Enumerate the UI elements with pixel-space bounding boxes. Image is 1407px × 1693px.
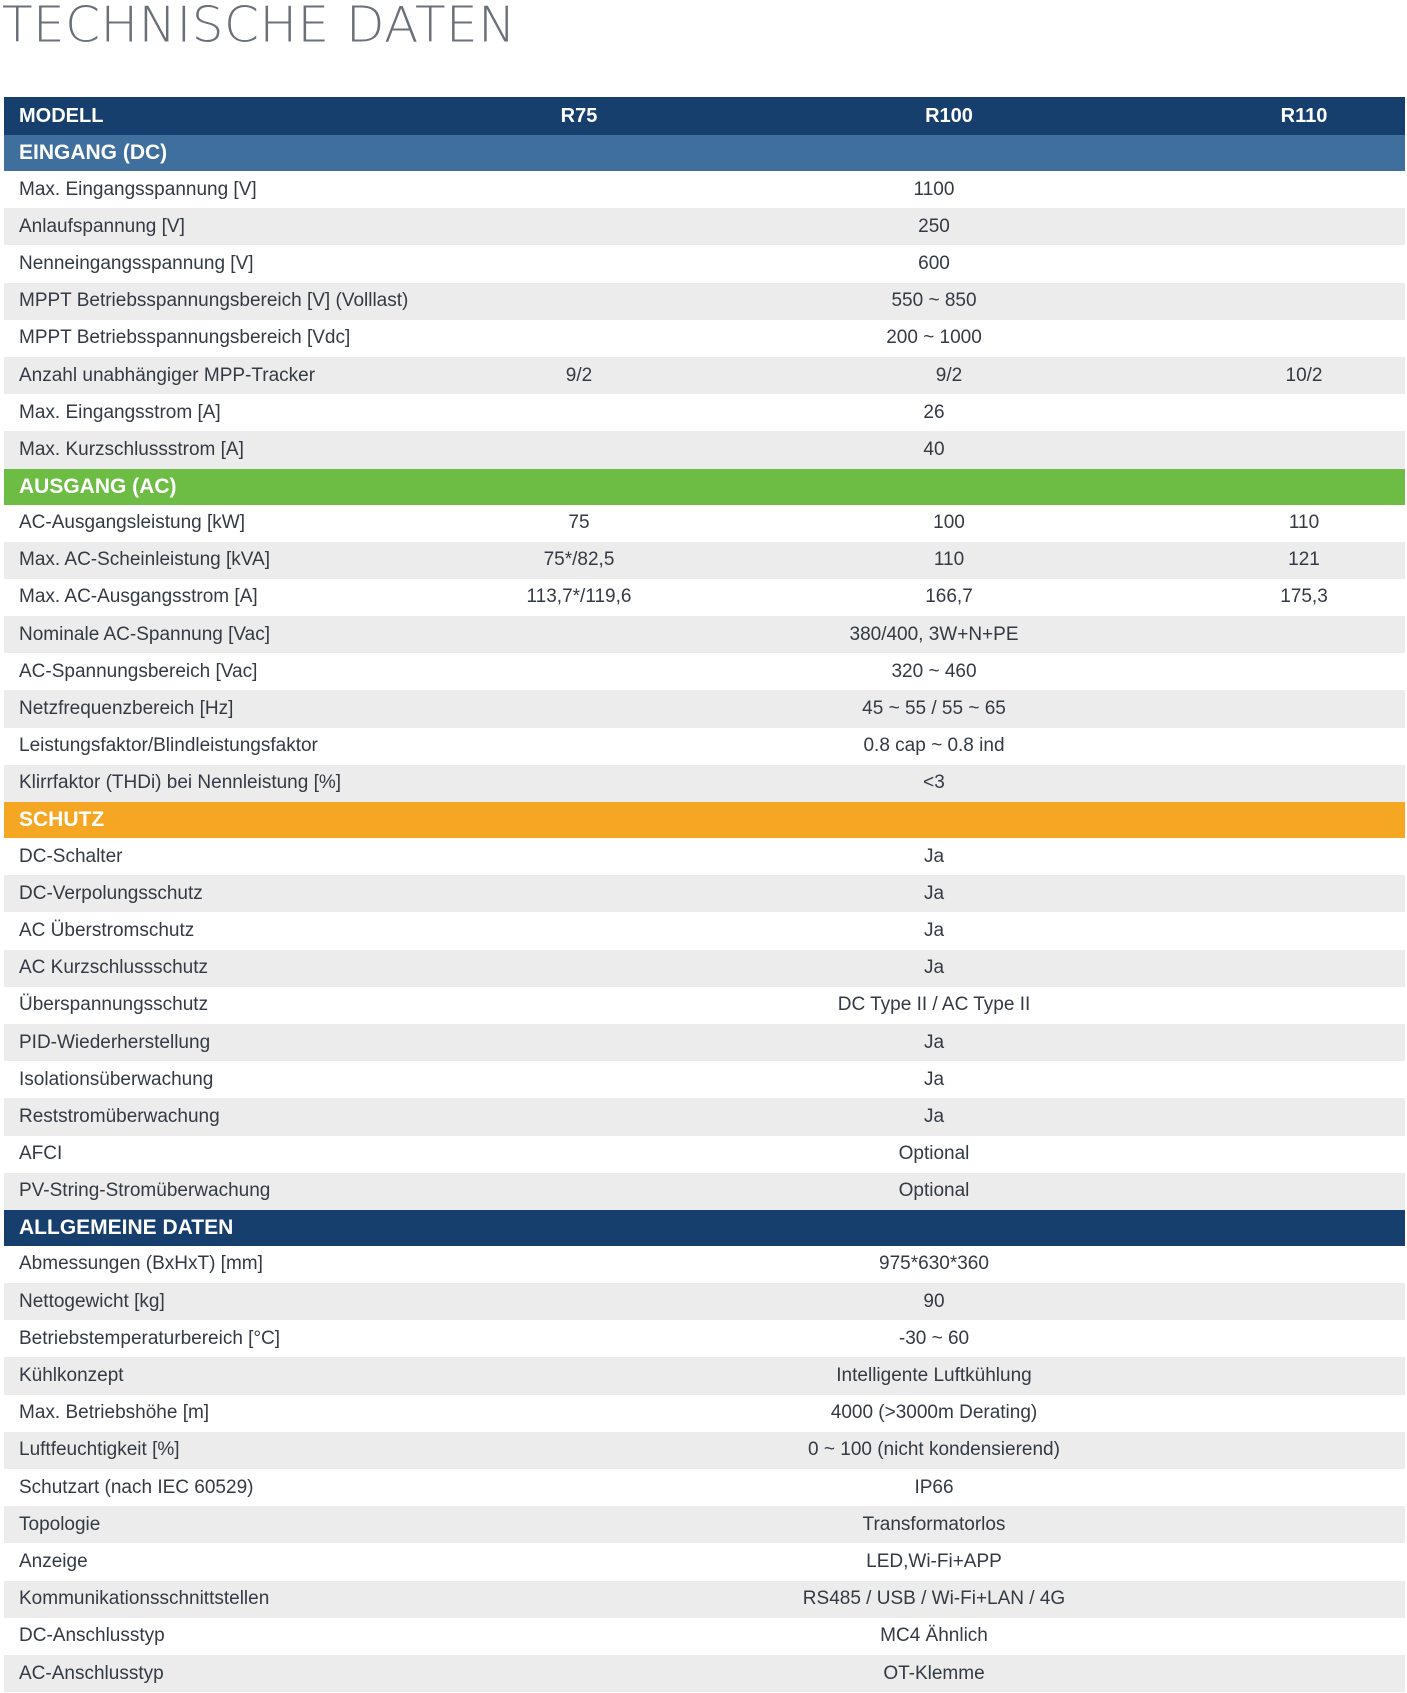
- table-row: [4, 1061, 1405, 1098]
- row-value: <3: [923, 772, 945, 794]
- row-label: DC-Schalter: [19, 845, 123, 867]
- row-label: PID-Wiederherstellung: [19, 1031, 211, 1053]
- table-row: [4, 912, 1405, 949]
- row-value: MC4 Ähnlich: [880, 1625, 988, 1647]
- row-value-r100: 100: [933, 512, 965, 534]
- row-value: 380/400, 3W+N+PE: [849, 623, 1019, 645]
- table-body: [4, 135, 1405, 1692]
- section-ausgang-ac-header: AUSGANG (AC): [4, 469, 1405, 505]
- row-label: PV-String-Stromüberwachung: [19, 1180, 271, 1202]
- row-value-r75: 113,7*/119,6: [526, 586, 632, 608]
- row-label: MPPT Betriebsspannungsbereich [Vdc]: [19, 327, 351, 349]
- table-row: [4, 431, 1405, 468]
- row-label: Nettogewicht [kg]: [19, 1290, 165, 1312]
- table-row: [4, 653, 1405, 690]
- row-value: Ja: [923, 1105, 945, 1127]
- table-row: [4, 1581, 1405, 1618]
- row-value-r110: 10/2: [1285, 364, 1323, 386]
- row-value: 40: [923, 438, 945, 460]
- row-value: OT-Klemme: [883, 1662, 985, 1684]
- row-label: Nenneingangsspannung [V]: [19, 252, 254, 274]
- row-value: 550 ~ 850: [891, 290, 977, 312]
- row-value: 45 ~ 55 / 55 ~ 65: [862, 698, 1006, 720]
- row-value: Ja: [923, 919, 945, 941]
- row-label: AC-Spannungsbereich [Vac]: [19, 660, 258, 682]
- row-label: Anlaufspannung [V]: [19, 215, 185, 237]
- table-row: [4, 1506, 1405, 1543]
- row-label: Abmessungen (BxHxT) [mm]: [19, 1253, 263, 1275]
- row-value: 1100: [913, 178, 955, 200]
- table-row: [4, 579, 1405, 616]
- row-label: Max. AC-Scheinleistung [kVA]: [19, 549, 270, 571]
- table-row: [4, 1320, 1405, 1357]
- header-modell: MODELL: [19, 104, 104, 127]
- row-label: DC-Anschlusstyp: [19, 1625, 165, 1647]
- table-row: [4, 1432, 1405, 1469]
- row-label: Nominale AC-Spannung [Vac]: [19, 623, 271, 645]
- row-label: Kühlkonzept: [19, 1365, 124, 1387]
- row-value: 320 ~ 460: [891, 660, 977, 682]
- row-label: Leistungsfaktor/Blindleistungsfaktor: [19, 735, 318, 757]
- row-value-r100: 166,7: [925, 586, 973, 608]
- row-label: AFCI: [19, 1143, 63, 1165]
- table-row: [4, 1098, 1405, 1135]
- table-row: [4, 320, 1405, 357]
- row-label: Kommunikationsschnittstellen: [19, 1588, 270, 1610]
- table-row: [4, 1246, 1405, 1283]
- row-label: MPPT Betriebsspannungsbereich [V] (Volllast): [19, 290, 409, 312]
- header-r75: R75: [560, 104, 598, 127]
- table-row: [4, 208, 1405, 245]
- table-row: [4, 987, 1405, 1024]
- row-value: Transformatorlos: [862, 1513, 1006, 1535]
- row-value: Intelligente Luftkühlung: [836, 1365, 1032, 1387]
- row-label: Anzeige: [19, 1550, 88, 1572]
- row-label: AC-Anschlusstyp: [19, 1662, 164, 1684]
- table-row: [4, 1395, 1405, 1432]
- row-label: Netzfrequenzbereich [Hz]: [19, 698, 234, 720]
- section-allgemeine-daten-header: ALLGEMEINE DATEN: [4, 1210, 1405, 1246]
- row-label: Reststromüberwachung: [19, 1105, 220, 1127]
- table-row: [4, 357, 1405, 394]
- row-value-r100: 110: [933, 549, 965, 571]
- row-value: 600: [918, 252, 950, 274]
- table-row: [4, 1357, 1405, 1394]
- table-row: [4, 542, 1405, 579]
- table-row: [4, 690, 1405, 727]
- row-value: 26: [923, 401, 945, 423]
- row-value: RS485 / USB / Wi-Fi+LAN / 4G: [802, 1588, 1066, 1610]
- table-row: [4, 1543, 1405, 1580]
- row-label: Max. Kurzschlussstrom [A]: [19, 438, 244, 460]
- row-value: Ja: [923, 1031, 945, 1053]
- table-row: [4, 245, 1405, 282]
- section-schutz-header: SCHUTZ: [4, 802, 1405, 838]
- row-value: IP66: [914, 1476, 954, 1498]
- row-value: DC Type II / AC Type II: [837, 994, 1031, 1016]
- row-label: Max. Betriebshöhe [m]: [19, 1402, 210, 1424]
- row-value: 90: [923, 1290, 945, 1312]
- row-value: 200 ~ 1000: [886, 327, 982, 349]
- header-r100: R100: [925, 104, 973, 127]
- row-value: Optional: [898, 1180, 970, 1202]
- table-row: [4, 1024, 1405, 1061]
- row-value: Ja: [923, 882, 945, 904]
- row-value: 4000 (>3000m Derating): [830, 1402, 1038, 1424]
- row-label: Schutzart (nach IEC 60529): [19, 1476, 254, 1498]
- row-value-r100: 9/2: [935, 364, 963, 386]
- row-label: DC-Verpolungsschutz: [19, 882, 203, 904]
- row-value: Optional: [898, 1143, 970, 1165]
- table-row: [4, 765, 1405, 802]
- table-row: [4, 950, 1405, 987]
- row-label: Überspannungsschutz: [19, 994, 209, 1016]
- header-r110: R110: [1280, 104, 1328, 127]
- row-value-r75: 75: [568, 512, 590, 534]
- row-label: Anzahl unabhängiger MPP-Tracker: [19, 364, 316, 386]
- table-row: [4, 1173, 1405, 1210]
- row-value-r110: 175,3: [1280, 586, 1328, 608]
- row-label: Max. Eingangsstrom [A]: [19, 401, 221, 423]
- row-value: 250: [918, 215, 950, 237]
- row-value: -30 ~ 60: [898, 1327, 970, 1349]
- table-row: [4, 728, 1405, 765]
- row-value-r75: 9/2: [565, 364, 593, 386]
- section-eingang-dc-header: EINGANG (DC): [4, 135, 1405, 171]
- table-row: [4, 1618, 1405, 1655]
- row-value: Ja: [923, 1068, 945, 1090]
- row-value-r110: 110: [1288, 512, 1320, 534]
- row-label: Klirrfaktor (THDi) bei Nennleistung [%]: [19, 772, 342, 794]
- table-row: [4, 505, 1405, 542]
- row-label: AC Kurzschlussschutz: [19, 957, 209, 979]
- table-row: [4, 1469, 1405, 1506]
- row-value: Ja: [923, 845, 945, 867]
- table-header: [4, 97, 1405, 135]
- row-value: 0 ~ 100 (nicht kondensierend): [808, 1439, 1060, 1461]
- row-label: Isolationsüberwachung: [19, 1068, 214, 1090]
- row-label: AC-Ausgangsleistung [kW]: [19, 512, 245, 534]
- table-row: [4, 875, 1405, 912]
- table-row: [4, 616, 1405, 653]
- table-row: [4, 1283, 1405, 1320]
- row-label: Topologie: [19, 1513, 101, 1535]
- table-row: [4, 171, 1405, 208]
- row-value-r75: 75*/82,5: [543, 549, 615, 571]
- table-row: [4, 1136, 1405, 1173]
- row-label: AC Überstromschutz: [19, 919, 195, 941]
- table-row: [4, 394, 1405, 431]
- row-label: Max. Eingangsspannung [V]: [19, 178, 257, 200]
- row-label: Luftfeuchtigkeit [%]: [19, 1439, 180, 1461]
- table-row: [4, 1655, 1405, 1692]
- row-label: Betriebstemperaturbereich [°C]: [19, 1327, 281, 1349]
- row-value-r110: 121: [1288, 549, 1320, 571]
- table-row: [4, 838, 1405, 875]
- row-value: 975*630*360: [879, 1253, 989, 1275]
- table-row: [4, 283, 1405, 320]
- row-label: Max. AC-Ausgangsstrom [A]: [19, 586, 258, 608]
- page-title: TECHNISCHE DATEN: [2, 0, 517, 54]
- row-value: 0.8 cap ~ 0.8 ind: [863, 735, 1005, 757]
- row-value: LED,Wi-Fi+APP: [866, 1550, 1002, 1572]
- row-value: Ja: [923, 957, 945, 979]
- spec-table: [4, 97, 1405, 1692]
